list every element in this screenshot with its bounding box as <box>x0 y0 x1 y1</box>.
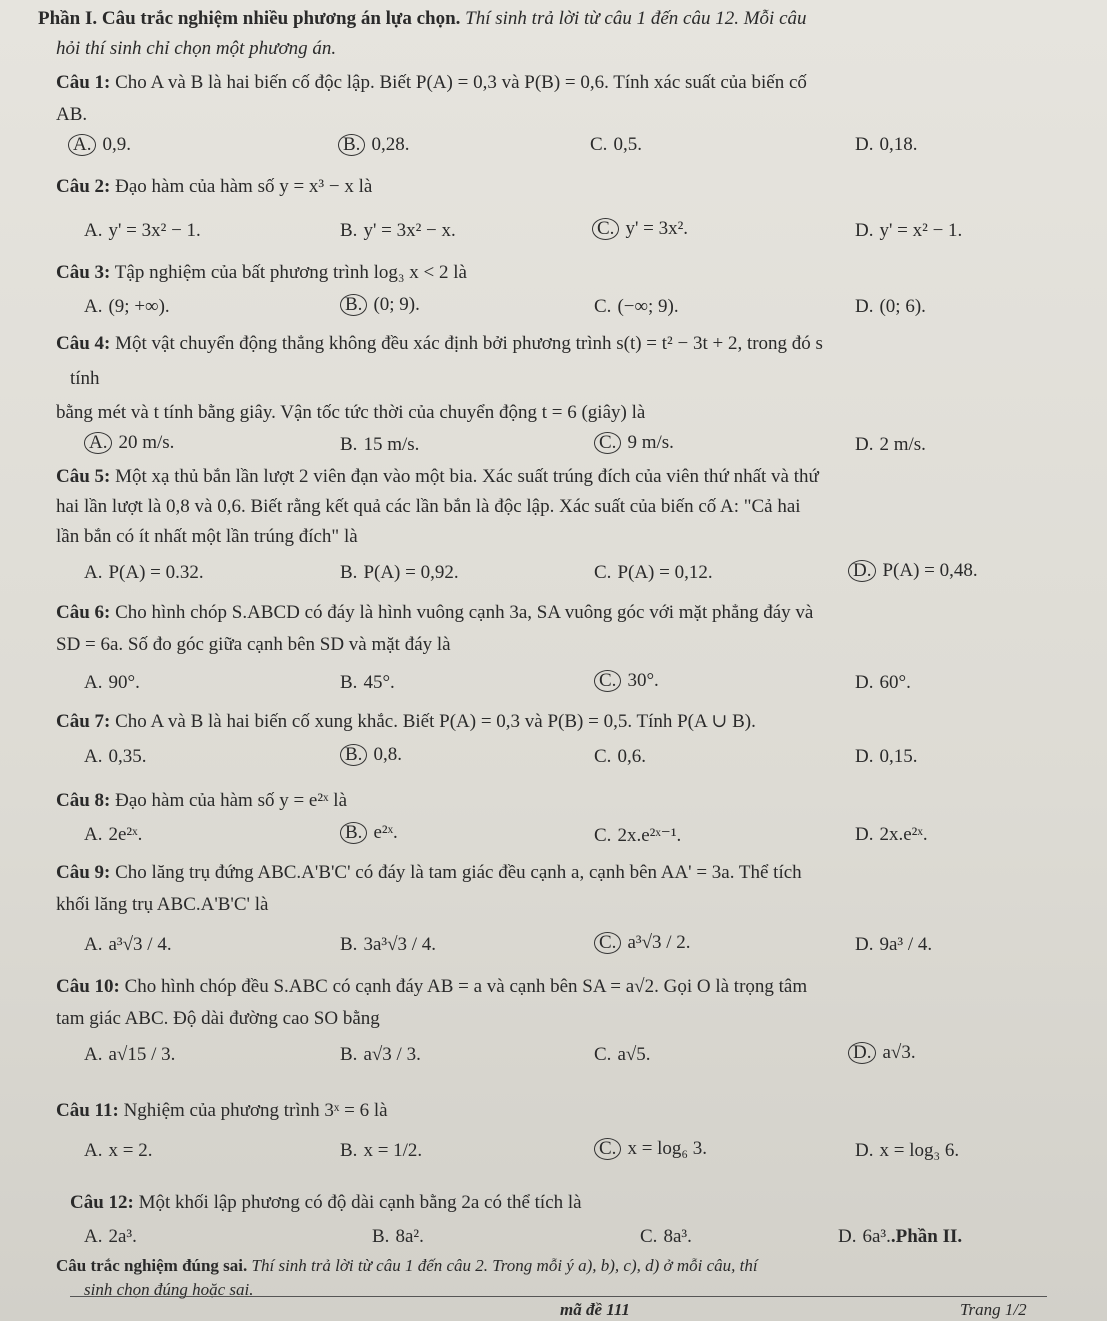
text-span: C. <box>594 1044 612 1065</box>
text-span: B. <box>340 562 358 583</box>
text-span: Câu 12: <box>70 1192 134 1213</box>
question-5 <box>56 466 819 488</box>
text-span: 2 m/s. <box>879 434 926 455</box>
q10-option-d[interactable] <box>848 1042 916 1064</box>
text-span: a³√3 / 2. <box>627 932 691 953</box>
q8-option-b[interactable] <box>340 822 398 844</box>
q4-option-d[interactable] <box>855 434 926 456</box>
text-span: B. <box>372 1226 390 1247</box>
part2-rest: Thí sinh trả lời từ câu 1 đến câu 2. Trong mỗi ý a), b), c), d) ở mỗi câu, thí <box>251 1256 758 1275</box>
text-span: a³√3 / 4. <box>108 934 172 955</box>
q6-option-c[interactable] <box>594 670 659 692</box>
text-span: P(A) = 0,12. <box>617 562 713 583</box>
q1-option-b[interactable] <box>338 134 409 156</box>
text-span: C. <box>594 825 612 846</box>
page-number: Trang 1/2 <box>960 1300 1027 1319</box>
q8-option-c[interactable] <box>594 824 681 847</box>
text-span: 60°. <box>879 672 911 693</box>
text-span: y' = 3x² − 1. <box>108 220 201 241</box>
text-span: B. <box>340 822 367 844</box>
text-span: A. <box>84 1044 103 1065</box>
text-span: C. <box>592 218 619 240</box>
text-span: Câu 9: <box>56 862 111 883</box>
text-span: Đạo hàm của hàm số y = x³ − x là <box>115 176 373 197</box>
part1-header <box>38 8 807 30</box>
text-span: (0; 9). <box>373 294 420 315</box>
part2-line2: sinh chọn đúng hoặc sai. <box>84 1280 254 1299</box>
q5-option-c[interactable] <box>594 562 713 584</box>
question-6 <box>56 602 813 624</box>
question-label: Câu 1: <box>56 72 111 93</box>
text-span: C. <box>594 296 612 317</box>
part1-title: Phần I. Câu trắc nghiệm nhiều phương án lựa chọn. <box>38 8 461 29</box>
question-7 <box>56 710 756 733</box>
text-span: 8a³. <box>663 1226 692 1247</box>
question-12 <box>70 1192 582 1214</box>
question-4 <box>56 333 823 355</box>
text-span: P(A) = 0.32. <box>108 562 204 583</box>
question-8 <box>56 790 347 812</box>
text-span: 9 m/s. <box>627 432 674 453</box>
text-span: B. <box>338 134 365 156</box>
text-span: A. <box>84 824 103 845</box>
text-span: Câu 2: <box>56 176 111 197</box>
q10-option-c[interactable] <box>594 1044 651 1066</box>
text-span: Tập nghiệm của bất phương trình log₃ x < 2 là <box>114 262 467 283</box>
q1-option-a[interactable] <box>68 134 131 156</box>
text-span: Câu 4: <box>56 333 111 354</box>
q8-option-d[interactable] <box>855 824 928 846</box>
text-span: 2x.e²ˣ⁻¹. <box>617 825 682 846</box>
text-span: Câu 8: <box>56 790 111 811</box>
question-4-text3: bằng mét và t tính bằng giây. Vận tốc tức thời của chuyển động t = 6 (giây) là <box>56 402 646 423</box>
q5-option-b[interactable] <box>340 562 459 584</box>
q3-option-d[interactable] <box>855 296 926 318</box>
part2-header <box>56 1256 758 1276</box>
q4-option-a[interactable] <box>84 432 174 454</box>
text-span: 30°. <box>627 670 659 691</box>
text-span: A. <box>84 296 103 317</box>
q2-option-d[interactable] <box>855 220 962 242</box>
question-4-text2: tính <box>70 368 100 389</box>
text-span: Cho A và B là hai biến cố xung khắc. Biết P(A) = 0,3 và P(B) = 0,5. Tính P(A ∪ B). <box>115 711 756 732</box>
text-span: 0,6. <box>617 746 646 767</box>
text-span: 0,5. <box>613 134 642 155</box>
text-span: D. <box>848 1042 876 1064</box>
text-span: Đạo hàm của hàm số y = e²ˣ là <box>115 790 348 811</box>
text-span: 0,28. <box>371 134 410 155</box>
text-span: (−∞; 9). <box>617 296 679 317</box>
text-span: Cho hình chóp đều S.ABC có cạnh đáy AB = a và cạnh bên SA = a√2. Gọi O là trọng tâm <box>124 976 808 997</box>
text-span: Câu 11: <box>56 1100 119 1121</box>
text-span: 0,8. <box>373 744 402 765</box>
q7-option-c[interactable] <box>594 746 646 768</box>
question-3 <box>56 262 467 284</box>
text-span: A. <box>84 432 112 454</box>
text-span: 0,9. <box>102 134 131 155</box>
text-span: 0,15. <box>879 746 918 767</box>
text-span: D. <box>855 1140 874 1161</box>
q1-option-c[interactable] <box>590 134 642 156</box>
q11-option-c[interactable] <box>594 1138 707 1160</box>
text-span: A. <box>84 672 103 693</box>
text-span: A. <box>68 134 96 156</box>
text-span: C. <box>640 1226 658 1247</box>
q10-option-a[interactable] <box>84 1044 175 1066</box>
text-span: 90°. <box>108 672 140 693</box>
text-span: C. <box>594 670 621 692</box>
text-span: 2e²ˣ. <box>108 824 143 845</box>
q11-option-d[interactable] <box>855 1140 959 1162</box>
question-9-text2: khối lăng trụ ABC.A'B'C' là <box>56 894 269 915</box>
text-span: a√3 / 3. <box>363 1044 421 1065</box>
q1-option-d[interactable] <box>855 134 917 156</box>
text-span: D. <box>838 1226 857 1247</box>
text-span: 45°. <box>363 672 395 693</box>
q12-option-c[interactable] <box>640 1226 692 1248</box>
text-span: D. <box>855 220 874 241</box>
question-1 <box>56 72 807 94</box>
text-span: B. <box>340 220 358 241</box>
q7-option-b[interactable] <box>340 744 402 766</box>
text-span: A. <box>84 934 103 955</box>
q3-option-c[interactable] <box>594 296 679 318</box>
part2-title: Câu trắc nghiệm đúng sai. <box>56 1256 248 1275</box>
part1-intro: Thí sinh trả lời từ câu 1 đến câu 12. Mỗi câu <box>465 8 807 29</box>
text-span: D. <box>855 434 874 455</box>
text-span: (9; +∞). <box>108 296 170 317</box>
question-5-text3: lần bắn có ít nhất một lần trúng đích" là <box>56 526 358 547</box>
text-span: Câu 7: <box>56 711 111 732</box>
text-span: B. <box>340 434 358 455</box>
q10-option-b[interactable] <box>340 1044 421 1066</box>
part2-inline: .Phần II. <box>890 1226 963 1247</box>
text-span: A. <box>84 220 103 241</box>
q11-option-b[interactable] <box>340 1140 422 1162</box>
q9-option-c[interactable] <box>594 932 691 954</box>
q2-option-c[interactable] <box>592 218 688 240</box>
text-span: y' = 3x² − x. <box>363 220 456 241</box>
text-span: y' = 3x². <box>625 218 689 239</box>
text-span: 2x.e²ˣ. <box>879 824 928 845</box>
text-span: Cho lăng trụ đứng ABC.A'B'C' có đáy là tam giác đều cạnh a, cạnh bên AA' = 3a. Thể tích <box>115 862 802 883</box>
q5-option-a[interactable] <box>84 562 204 584</box>
question-1-text2: AB. <box>56 104 88 125</box>
text-span: 20 m/s. <box>118 432 175 453</box>
text-span: y' = x² − 1. <box>879 220 963 241</box>
question-2 <box>56 176 372 198</box>
text-span: B. <box>340 1044 358 1065</box>
q5-option-d[interactable] <box>848 560 978 582</box>
text-span: Một vật chuyển động thẳng không đều xác định bởi phương trình s(t) = t² − 3t + 2, trong đó s <box>115 333 823 354</box>
question-10 <box>56 976 807 998</box>
part1-intro-2: hỏi thí sinh chỉ chọn một phương án. <box>56 38 337 59</box>
text-span: D. <box>855 672 874 693</box>
text-span: x = 2. <box>108 1140 153 1161</box>
text-span: Một khối lập phương có độ dài cạnh bằng 2a có thể tích là <box>138 1192 582 1213</box>
question-10-text2: tam giác ABC. Độ dài đường cao SO bằng <box>56 1008 380 1029</box>
text-span: Câu 3: <box>56 262 111 283</box>
q7-option-a[interactable] <box>84 746 146 768</box>
question-5-text2: hai lần lượt là 0,8 và 0,6. Biết rằng kết quả các lần bắn là độc lập. Xác suất của biến cố A: "Cả hai <box>56 496 801 517</box>
question-text: Cho A và B là hai biến cố độc lập. Biết P(A) = 0,3 và P(B) = 0,6. Tính xác suất của biến cố <box>115 72 807 93</box>
text-span: Nghiệm của phương trình 3ˣ = 6 là <box>123 1100 388 1121</box>
text-span: Một xạ thủ bắn lần lượt 2 viên đạn vào một bia. Xác suất trúng đích của viên thứ nhất và thứ <box>115 466 819 487</box>
text-span: D. <box>848 560 876 582</box>
q4-option-b[interactable] <box>340 434 419 456</box>
text-span: B. <box>340 294 367 316</box>
text-span: A. <box>84 1226 103 1247</box>
q3-option-b[interactable] <box>340 294 420 316</box>
text-span: B. <box>340 672 358 693</box>
q9-option-d[interactable] <box>855 934 932 956</box>
text-span: B. <box>340 1140 358 1161</box>
q6-option-b[interactable] <box>340 672 395 694</box>
text-span: C. <box>594 746 612 767</box>
q6-option-a[interactable] <box>84 672 140 694</box>
text-span: a√15 / 3. <box>108 1044 176 1065</box>
text-span: C. <box>594 932 621 954</box>
exam-code: mã đề 111 <box>560 1300 630 1319</box>
text-span: x = log₃ 6. <box>879 1140 960 1161</box>
q2-option-a[interactable] <box>84 220 201 242</box>
text-span: C. <box>594 432 621 454</box>
text-span: D. <box>855 934 874 955</box>
text-span: Câu 10: <box>56 976 120 997</box>
text-span: B. <box>340 744 367 766</box>
text-span: B. <box>340 934 358 955</box>
q12-option-d[interactable] <box>838 1226 962 1248</box>
text-span: 15 m/s. <box>363 434 420 455</box>
text-span: Câu 6: <box>56 602 111 623</box>
text-span: A. <box>84 562 103 583</box>
text-span: 9a³ / 4. <box>879 934 933 955</box>
question-6-text2: SD = 6a. Số đo góc giữa cạnh bên SD và mặt đáy là <box>56 634 451 655</box>
q7-option-d[interactable] <box>855 746 917 768</box>
q6-option-d[interactable] <box>855 672 911 694</box>
text-span: D. <box>855 746 874 767</box>
q4-option-c[interactable] <box>594 432 674 454</box>
q9-option-a[interactable] <box>84 934 172 956</box>
text-span: C. <box>594 1138 621 1160</box>
text-span: D. <box>855 134 874 155</box>
q3-option-a[interactable] <box>84 296 170 318</box>
question-11 <box>56 1100 388 1122</box>
text-span: 0,18. <box>879 134 918 155</box>
text-span: D. <box>855 824 874 845</box>
text-span: P(A) = 0,48. <box>882 560 978 581</box>
q9-option-b[interactable] <box>340 934 436 956</box>
text-span: e²ˣ. <box>373 822 398 843</box>
question-9 <box>56 862 802 884</box>
text-span: 0,35. <box>108 746 147 767</box>
q2-option-b[interactable] <box>340 220 456 242</box>
text-span: a√5. <box>617 1044 651 1065</box>
text-span: (0; 6). <box>879 296 926 317</box>
footer-divider <box>70 1296 1047 1297</box>
q11-option-a[interactable] <box>84 1140 152 1162</box>
text-span: C. <box>594 562 612 583</box>
text-span: Câu 5: <box>56 466 111 487</box>
text-span: 3a³√3 / 4. <box>363 934 437 955</box>
text-span: Cho hình chóp S.ABCD có đáy là hình vuông cạnh 3a, SA vuông góc với mặt phẳng đáy và <box>115 602 814 623</box>
q8-option-a[interactable] <box>84 824 142 846</box>
text-span: a√3. <box>882 1042 916 1063</box>
text-span: D. <box>855 296 874 317</box>
q12-option-a[interactable] <box>84 1226 137 1248</box>
text-span: A. <box>84 1140 103 1161</box>
text-span: P(A) = 0,92. <box>363 562 459 583</box>
text-span: x = log₆ 3. <box>627 1138 708 1159</box>
text-span: C. <box>590 134 608 155</box>
text-span: x = 1/2. <box>363 1140 423 1161</box>
q12-option-b[interactable] <box>372 1226 424 1248</box>
text-span: 2a³. <box>108 1226 137 1247</box>
text-span: 6a³. <box>862 1226 891 1247</box>
text-span: 8a². <box>395 1226 424 1247</box>
text-span: A. <box>84 746 103 767</box>
